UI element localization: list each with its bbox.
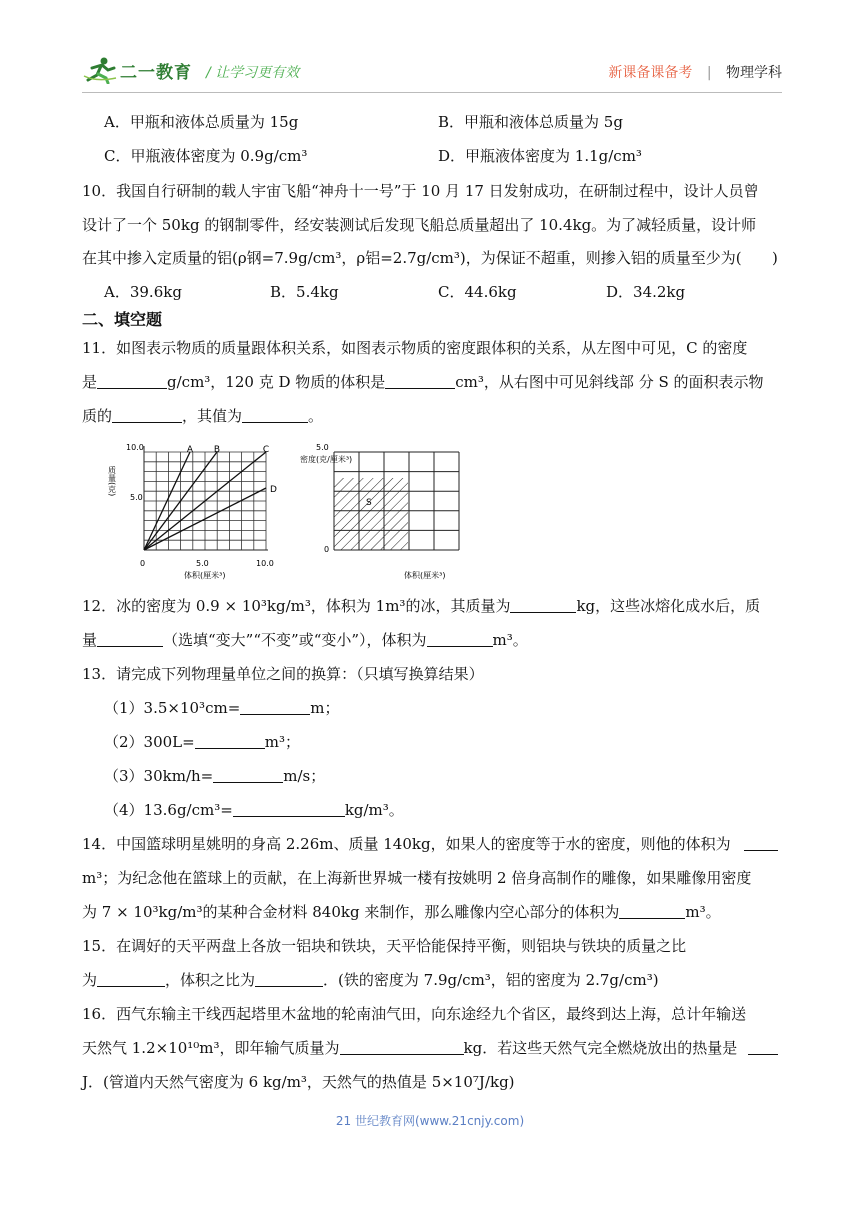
brand-logo xyxy=(82,56,192,84)
q13-item-4 xyxy=(104,800,804,820)
q14-blank-2[interactable] xyxy=(619,903,685,919)
q16-text-a: 天然气 1.2×10¹⁰m³，即年输气质量为 xyxy=(82,1039,340,1057)
q15-text-b: ，体积之比为 xyxy=(165,971,256,989)
q16-line-1: 16．西气东输主干线西起塔里木盆地的轮南油气田，向东途经九个省区，最终到达上海，总计年输送 xyxy=(82,1005,747,1023)
q14-line-3 xyxy=(82,902,782,922)
q15-text-a: 为 xyxy=(82,971,98,989)
q10-option-a: A．39.6kg xyxy=(104,283,182,301)
q11-text-b: g/cm³，120 克 D 物质的体积是 xyxy=(167,373,386,391)
y-tick-5: 5.0 xyxy=(130,493,143,502)
header-subject xyxy=(608,62,782,82)
q9-option-d: D．甲瓶液体密度为 1.1g/cm³ xyxy=(438,147,642,165)
q11-text-f: 。 xyxy=(308,407,324,425)
q13-item-1-text: （1）3.5×10³cm= xyxy=(104,699,241,717)
q12-blank-3[interactable] xyxy=(427,631,493,647)
x-tick-5: 5.0 xyxy=(196,559,209,568)
q13-item-4-unit: kg/m³。 xyxy=(344,801,404,819)
q10-line-3-text: 在其中掺入定质量的铝(ρ钢=7.9g/cm³，ρ铝=2.7g/cm³)，为保证不超重，则掺入铝的质量至少为( xyxy=(82,249,742,267)
q11-line-3 xyxy=(82,406,782,426)
q15-blank-2[interactable] xyxy=(255,971,323,987)
right-y-tick-5: 5.0 xyxy=(316,443,329,452)
q13-item-3-unit: m/s； xyxy=(283,767,326,785)
x-axis-label: 体积(厘米³) xyxy=(184,571,226,580)
q11-blank-3[interactable] xyxy=(112,407,182,423)
q10-option-b: B．5.4kg xyxy=(270,283,339,301)
q11-blank-4[interactable] xyxy=(242,407,308,423)
q11-figures xyxy=(104,440,504,584)
q12-line-1 xyxy=(82,596,782,616)
q10-line-1: 10．我国自行研制的载人宇宙飞船“神舟十一号”于 10 月 17 日发射成功，在研制过程中，设计人员曾 xyxy=(82,182,759,200)
q12-blank-2[interactable] xyxy=(97,631,163,647)
slogan: / 让学习更有效 xyxy=(206,65,300,81)
label-d: D xyxy=(270,485,277,495)
q11-text-a: 是 xyxy=(82,373,98,391)
label-b: B xyxy=(213,445,221,455)
label-a: A xyxy=(186,445,194,455)
x-tick-0: 0 xyxy=(140,559,146,568)
page-footer: 21 世纪教育网(www.21cnjy.com) xyxy=(335,1114,525,1128)
q11-line-2 xyxy=(82,372,782,392)
q15-line-2 xyxy=(82,970,782,990)
q16-text-b: kg．若这些天然气完全燃烧放出的热量是 xyxy=(463,1039,738,1057)
q10-line-3 xyxy=(82,248,782,268)
q15-blank-1[interactable] xyxy=(97,971,165,987)
q12-text-d: （选填“变大”“不变”或“变小”），体积为 xyxy=(163,631,427,649)
q11-text-c: cm³，从右图中可见斜线部 分 S 的面积表示物 xyxy=(455,373,764,391)
q13-item-3-text: （3）30km/h= xyxy=(104,767,214,785)
header-subject-label: 物理学科 xyxy=(726,65,782,81)
header-divider xyxy=(82,92,782,93)
q10-line-2: 设计了一个 50kg 的钢制零件，经安装测试后发现飞船总质量超出了 10.4kg。为了减轻质量，设计师 xyxy=(82,216,757,234)
q11-blank-1[interactable] xyxy=(97,373,167,389)
q10-option-c: C．44.6kg xyxy=(438,283,517,301)
region-s xyxy=(334,478,408,550)
q14-text-b: 为 7 × 10³kg/m³的某种合金材料 840kg 来制作，那么雕像内空心部分的体积为 xyxy=(82,903,620,921)
right-y-tick-0: 0 xyxy=(324,545,330,554)
q12-text-e: m³。 xyxy=(492,631,528,649)
q13-item-2-text: （2）300L= xyxy=(104,733,195,751)
q16-line-3: J．(管道内天然气密度为 6 kg/m³，天然气的热值是 5×10⁷J/kg) xyxy=(82,1073,515,1091)
q11-line-1: 11．如图表示物质的质量跟体积关系，如图表示物质的密度跟体积的关系，从左图中可见，C 的密度 xyxy=(82,339,748,357)
q13-item-3 xyxy=(104,766,804,786)
q13-item-4-text: （4）13.6g/cm³= xyxy=(104,801,233,819)
logo-text: 二一教育 xyxy=(120,62,192,83)
q10-paren-close: ) xyxy=(772,249,778,267)
right-y-axis-label: 密度(克/厘米³) xyxy=(300,455,353,464)
q13-item-1 xyxy=(104,698,804,718)
q12-line-2 xyxy=(82,630,782,650)
density-volume-graph xyxy=(300,443,459,580)
q9-option-a: A．甲瓶和液体总质量为 15g xyxy=(104,113,299,131)
q15-text-c: ．(铁的密度为 7.9g/cm³，铝的密度为 2.7g/cm³) xyxy=(323,971,659,989)
mass-volume-graph xyxy=(108,443,278,580)
right-x-axis-label: 体积(厘米³) xyxy=(404,571,446,580)
q14-text-c: m³。 xyxy=(685,903,721,921)
header-course: 新课备课备考 xyxy=(608,65,693,81)
q11-blank-2[interactable] xyxy=(385,373,455,389)
runner-icon xyxy=(82,56,118,84)
q13-item-2-unit: m³； xyxy=(264,733,300,751)
q12-text-b: kg，这些冰熔化成水后，质 xyxy=(576,597,761,615)
q13-stem: 13．请完成下列物理量单位之间的换算：（只填写换算结果） xyxy=(82,665,484,683)
header-separator: | xyxy=(706,65,712,81)
q14-blank-1[interactable] xyxy=(744,835,778,851)
q11-text-d: 质的 xyxy=(82,407,113,425)
q14-line-1 xyxy=(82,834,782,854)
q16-blank-1[interactable] xyxy=(340,1039,464,1055)
y-tick-10: 10.0 xyxy=(126,443,144,452)
q13-blank-2[interactable] xyxy=(195,733,265,749)
q13-blank-1[interactable] xyxy=(240,699,310,715)
section-heading-fill-blank: 二、填空题 xyxy=(82,310,163,329)
q12-blank-1[interactable] xyxy=(510,597,576,613)
page-header xyxy=(82,56,782,90)
q15-line-1: 15．在调好的天平两盘上各放一铝块和铁块，天平恰能保持平衡，则铝块与铁块的质量之比 xyxy=(82,937,687,955)
x-tick-10: 10.0 xyxy=(256,559,274,568)
q10-option-d: D．34.2kg xyxy=(606,283,686,301)
label-c: C xyxy=(262,445,270,455)
q11-text-e: ，其值为 xyxy=(182,407,243,425)
q14-line-2: m³；为纪念他在篮球上的贡献，在上海新世界城一楼有按姚明 2 倍身高制作的雕像，如果雕像用密度 xyxy=(82,869,752,887)
q9-option-c: C．甲瓶液体密度为 0.9g/cm³ xyxy=(104,147,308,165)
q13-blank-4[interactable] xyxy=(233,801,345,817)
q13-item-1-unit: m； xyxy=(310,699,340,717)
q13-blank-3[interactable] xyxy=(213,767,283,783)
q13-item-2 xyxy=(104,732,804,752)
q14-text-a: 14．中国篮球明星姚明的身高 2.26m、质量 140kg，如果人的密度等于水的密度，则他的体积为 xyxy=(82,835,731,853)
q16-line-2 xyxy=(82,1038,782,1058)
q9-option-b: B．甲瓶和液体总质量为 5g xyxy=(438,113,623,131)
label-s: S xyxy=(366,498,372,508)
q16-blank-2[interactable] xyxy=(748,1039,778,1055)
y-axis-label: 质量(克) xyxy=(107,466,117,497)
q12-text-c: 量 xyxy=(82,631,98,649)
q12-text-a: 12．冰的密度为 0.9 × 10³kg/m³，体积为 1m³的冰，其质量为 xyxy=(82,597,511,615)
